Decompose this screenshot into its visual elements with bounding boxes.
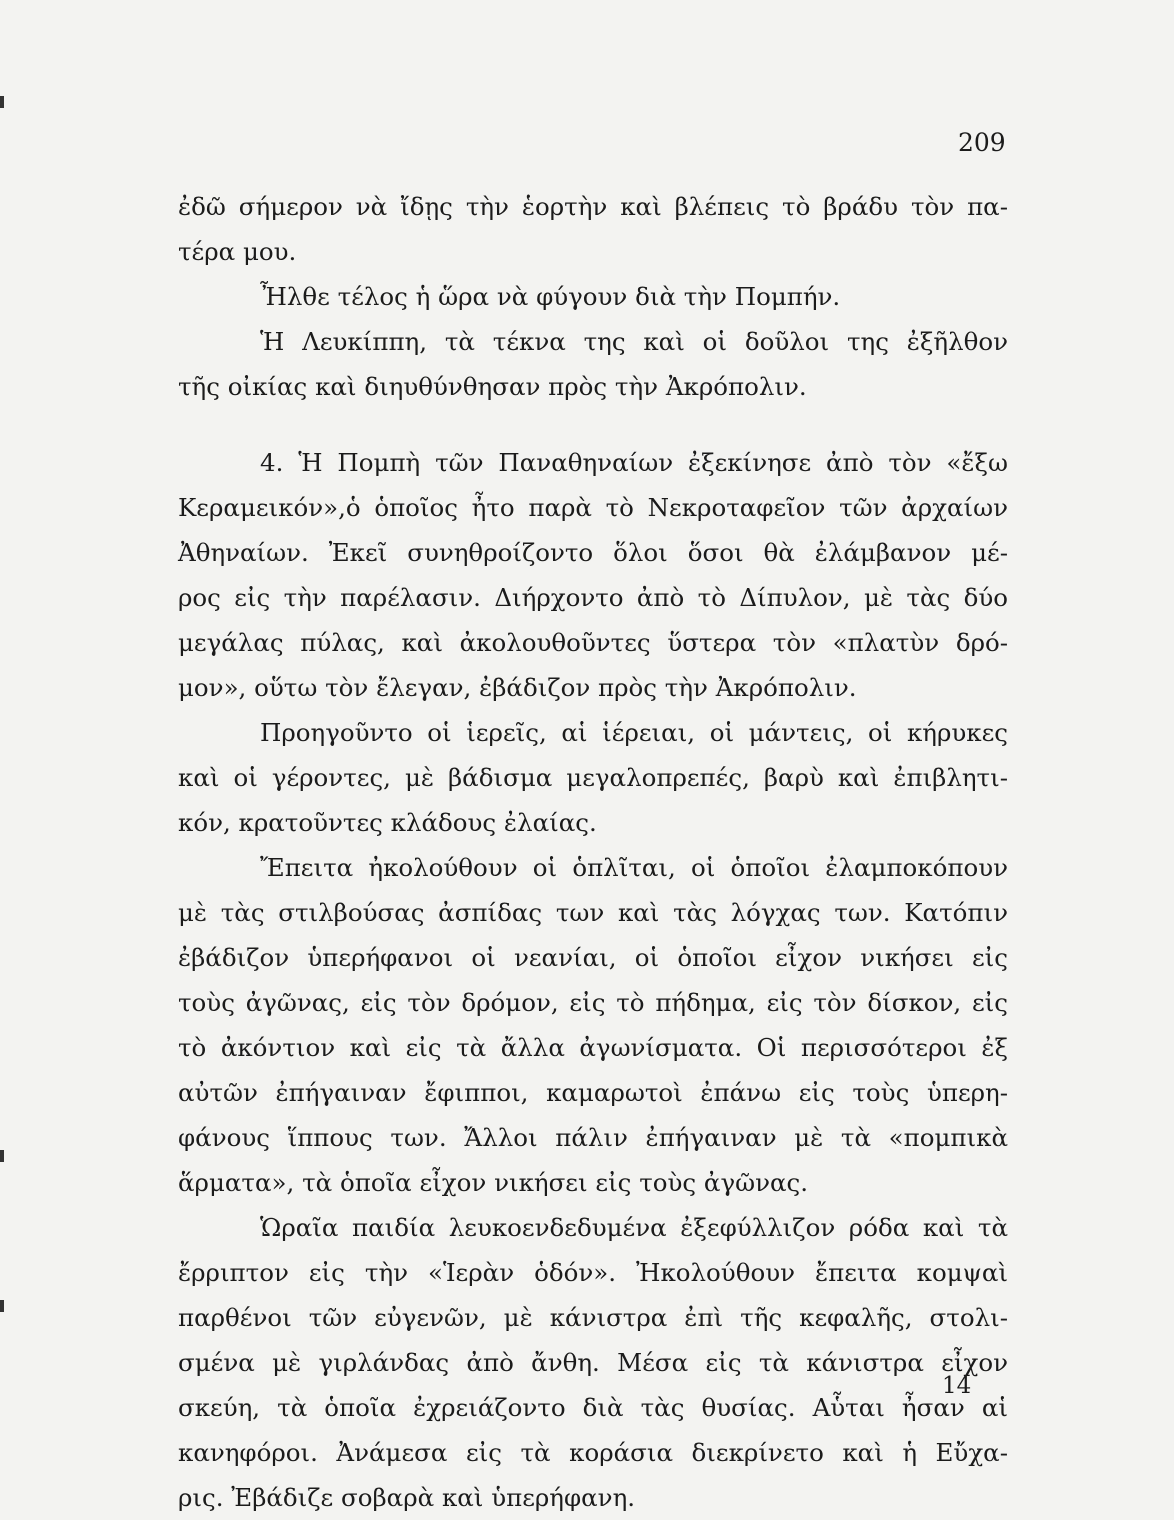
text-line: Ὡραῖα παιδία λευκοενδεδυμένα ἐξεφύλλιζον ρόδα καὶ τὰ [260, 1213, 1008, 1242]
page-number: 209 [958, 128, 1006, 157]
text-line: ἅρματα», τὰ ὁποῖα εἶχον νικήσει εἰς τοὺς ἀγῶνας. [178, 1168, 809, 1197]
paragraph [178, 274, 1008, 319]
text-line: Προηγοῦντο οἱ ἱερεῖς, αἱ ἱέρειαι, οἱ μάντεις, οἱ κήρυκες [260, 718, 1008, 747]
text-line: μὲ τὰς στιλβούσας ἀσπίδας των καὶ τὰς λόγχας των. Κατόπιν [178, 898, 1008, 927]
text-line: κόν, κρατοῦντες κλάδους ἐλαίας. [178, 808, 597, 837]
text-line: τέρα μου. [178, 237, 297, 266]
text-line: τοὺς ἀγῶνας, εἰς τὸν δρόμον, εἰς τὸ πήδημα, εἰς τὸν δίσκον, εἰς [178, 988, 1008, 1017]
text-line: σμένα μὲ γιρλάνδας ἀπὸ ἄνθη. Μέσα εἰς τὰ κάνιστρα εἶχον [178, 1348, 1008, 1377]
text-line: κανηφόροι. Ἀνάμεσα εἰς τὰ κοράσια διεκρίνετο καὶ ἡ Εὔχα- [178, 1438, 1008, 1467]
scan-edge-mark [0, 1150, 4, 1162]
text-line: ἐδῶ σήμερον νὰ ἴδῃς τὴν ἑορτὴν καὶ βλέπεις τὸ βράδυ τὸν πα- [178, 192, 1008, 221]
text-line: παρθένοι τῶν εὐγενῶν, μὲ κάνιστρα ἐπὶ τῆς κεφαλῆς, στολι- [178, 1303, 1008, 1332]
text-line: τὸ ἀκόντιον καὶ εἰς τὰ ἄλλα ἀγωνίσματα. Οἱ περισσότεροι ἐξ [178, 1033, 1008, 1062]
text-line: Κεραμεικόν»,ὁ ὁποῖος ἦτο παρὰ τὸ Νεκροταφεῖον τῶν ἀρχαίων [178, 493, 1008, 522]
scan-edge-mark [0, 1300, 4, 1312]
text-line: ἐβάδιζον ὑπερήφανοι οἱ νεανίαι, οἱ ὁποῖοι εἶχον νικήσει εἰς [178, 943, 1008, 972]
text-line: μον», οὕτω τὸν ἔλεγαν, ἐβάδιζον πρὸς τὴν Ἀκρόπολιν. [178, 673, 857, 702]
text-line: 4. Ἡ Πομπὴ τῶν Παναθηναίων ἐξεκίνησε ἀπὸ τὸν «ἔξω [260, 448, 1008, 477]
paragraph [178, 710, 1008, 845]
body-text [178, 184, 1008, 1520]
signature-mark: 14 [942, 1373, 972, 1399]
text-line: μεγάλας πύλας, καὶ ἀκολουθοῦντες ὕστερα τὸν «πλατὺν δρό- [178, 628, 1008, 657]
text-line: φάνους ἵππους των. Ἄλλοι πάλιν ἐπήγαιναν μὲ τὰ «πομπικὰ [178, 1123, 1008, 1152]
paragraph [178, 440, 1008, 710]
text-line: Ἀθηναίων. Ἐκεῖ συνηθροίζοντο ὅλοι ὅσοι θὰ ἐλάμβανον μέ- [178, 538, 1008, 567]
text-line: Ἦλθε τέλος ἡ ὥρα νὰ φύγουν διὰ τὴν Πομπήν. [260, 282, 841, 311]
text-line: ἔρριπτον εἰς τὴν «Ἱερὰν ὁδόν». Ἠκολούθουν ἔπειτα κομψαὶ [178, 1258, 1008, 1287]
text-line: ρις. Ἐβάδιζε σοβαρὰ καὶ ὑπερήφανη. [178, 1483, 636, 1512]
text-line: Ἡ Λευκίππη, τὰ τέκνα της καὶ οἱ δοῦλοι της ἐξῆλθον [260, 327, 1008, 356]
paragraph [178, 845, 1008, 1205]
text-line: ρος εἰς τὴν παρέλασιν. Διήρχοντο ἀπὸ τὸ Δίπυλον, μὲ τὰς δύο [178, 583, 1008, 612]
scan-edge-mark [0, 96, 4, 108]
text-line: τῆς οἰκίας καὶ διηυθύνθησαν πρὸς τὴν Ἀκρόπολιν. [178, 372, 807, 401]
paragraph [178, 319, 1008, 409]
paragraph [178, 184, 1008, 274]
text-line: Ἔπειτα ἠκολούθουν οἱ ὁπλῖται, οἱ ὁποῖοι ἐλαμποκόπουν [260, 853, 1008, 882]
text-line: καὶ οἱ γέροντες, μὲ βάδισμα μεγαλοπρεπές, βαρὺ καὶ ἐπιβλητι- [178, 763, 1008, 792]
paragraph [178, 1205, 1008, 1520]
section-gap [178, 409, 1008, 440]
text-line: σκεύη, τὰ ὁποῖα ἐχρειάζοντο διὰ τὰς θυσίας. Αὗται ἦσαν αἱ [178, 1393, 1008, 1422]
text-line: αὐτῶν ἐπήγαιναν ἔφιπποι, καμαρωτοὶ ἐπάνω εἰς τοὺς ὑπερη- [178, 1078, 1008, 1107]
